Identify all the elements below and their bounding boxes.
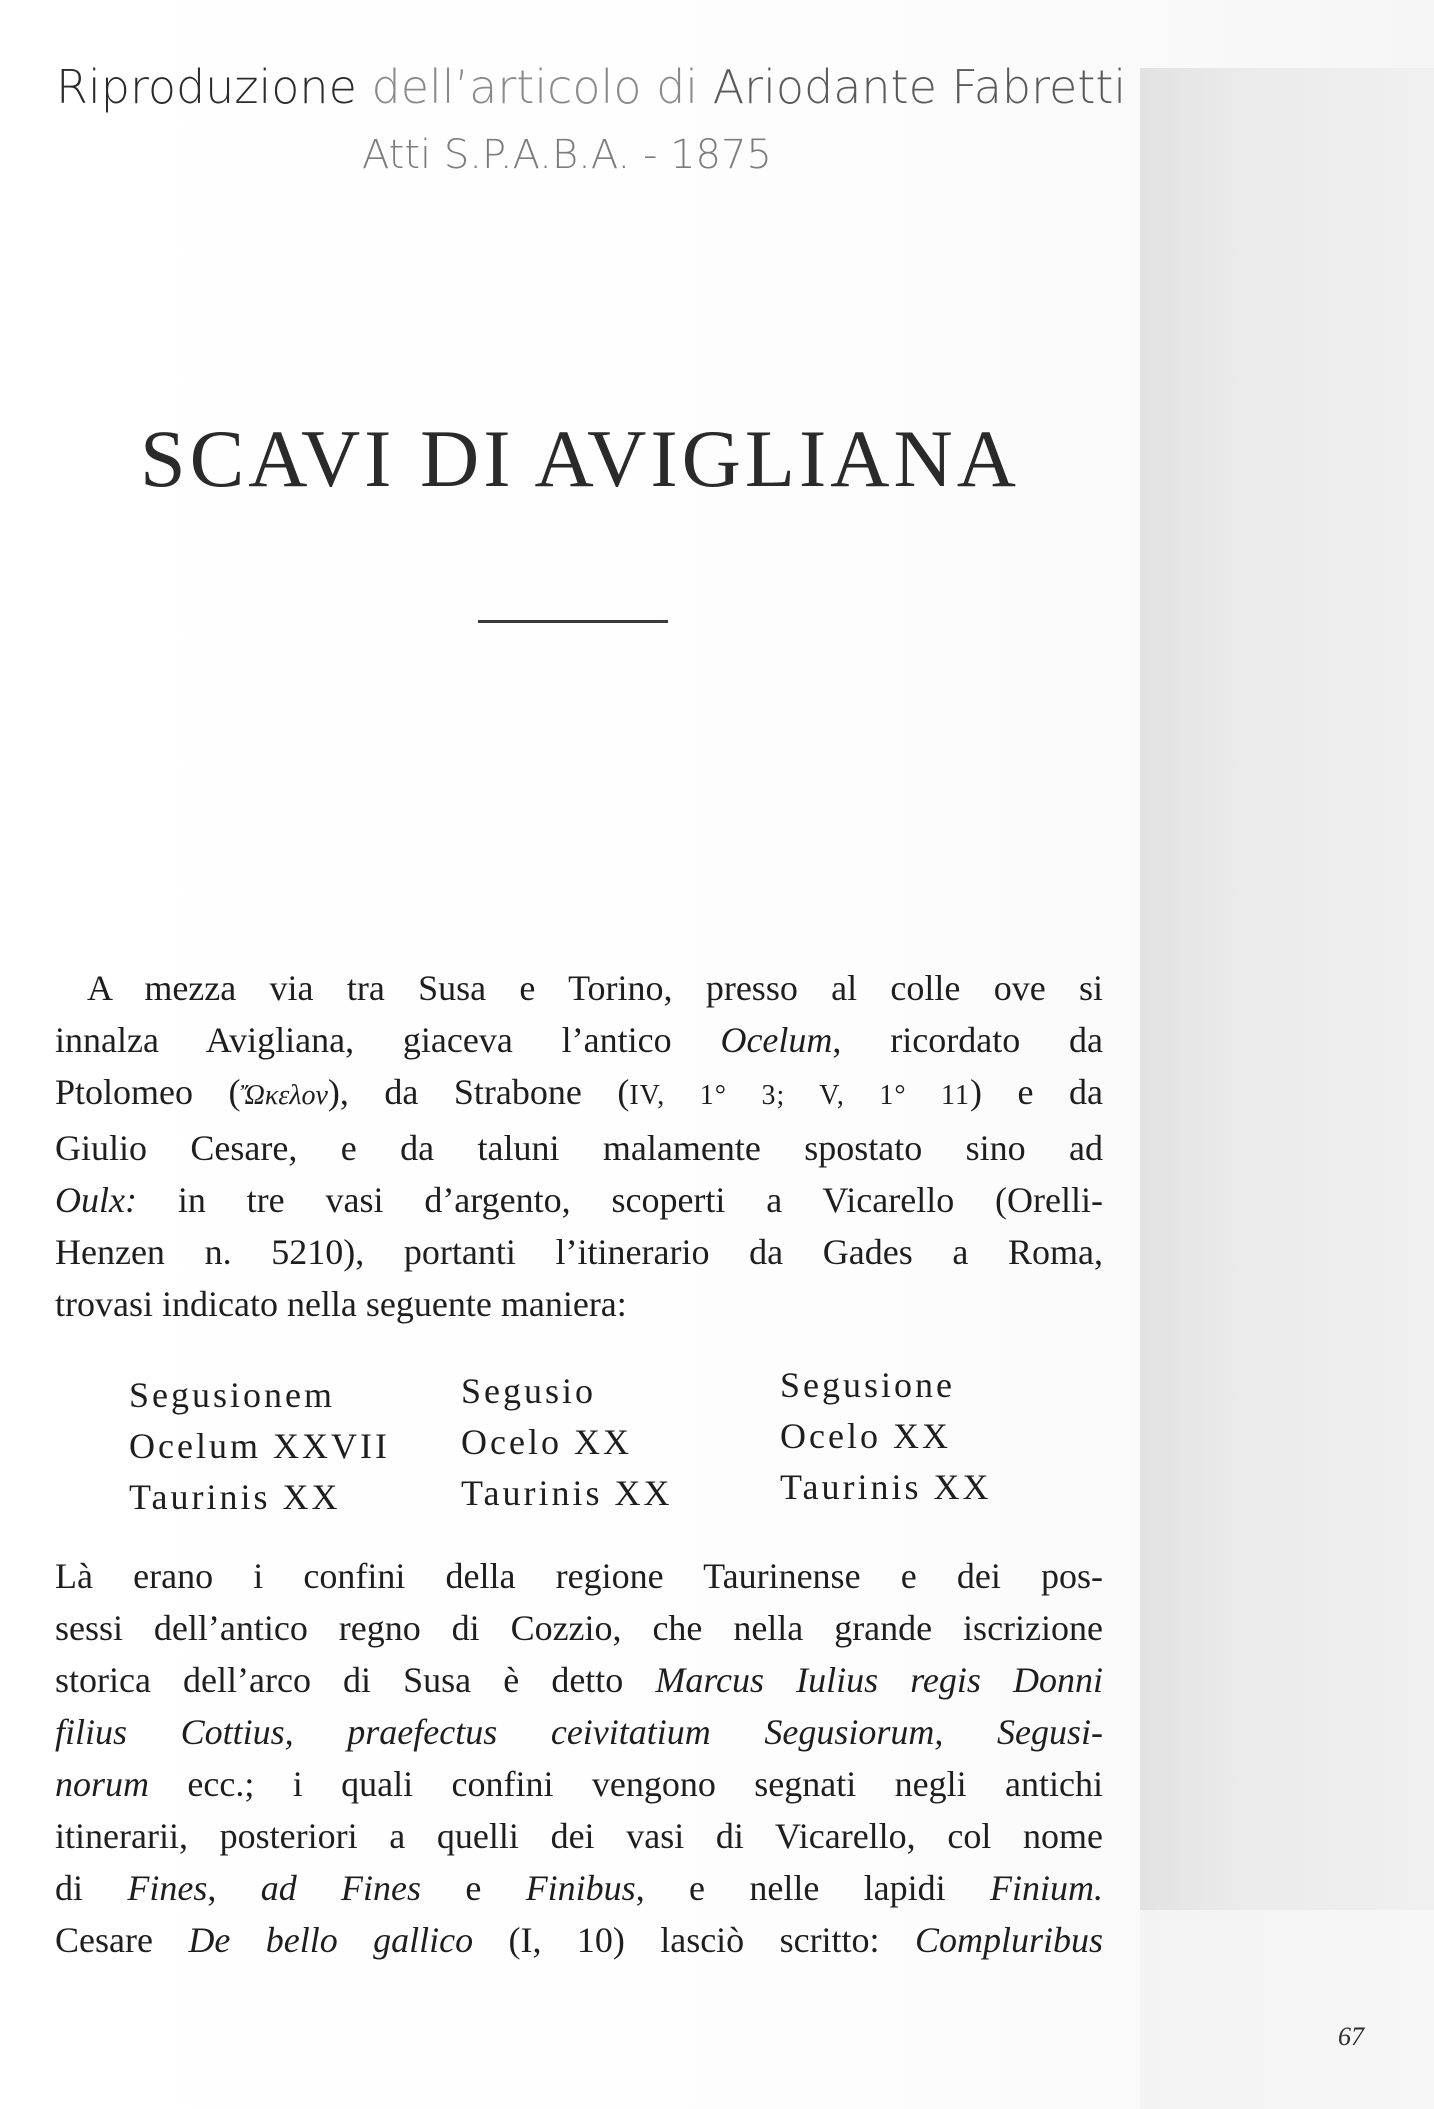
itinerary-entry: Segusio <box>461 1371 597 1411</box>
itinerary-entry: Ocelo XX <box>461 1422 632 1462</box>
page-shadow-band <box>1140 68 1434 1910</box>
itinerary-entry: Taurinis XX <box>129 1477 341 1517</box>
paragraph-2 <box>55 1550 1103 1966</box>
text-line: Oulx: in tre vasi d’argento, scoperti a Vicarello (Orelli- <box>55 1180 1103 1220</box>
itinerary-entry: Ocelum XXVII <box>129 1426 390 1466</box>
itinerary-table <box>125 1365 1085 1530</box>
itinerary-column <box>129 1370 390 1523</box>
text-line: itinerarii, posteriori a quelli dei vasi di Vicarello, col nome <box>55 1816 1103 1856</box>
text-line: Cesare De bello gallico (I, 10) lasciò scritto: Compluribus <box>55 1920 1103 1960</box>
itinerary-column <box>780 1360 991 1513</box>
page-title: SCAVI DI AVIGLIANA <box>140 413 1020 504</box>
itinerary-entry: Segusione <box>780 1365 955 1405</box>
text-line: Giulio Cesare, e da taluni malamente spostato sino ad <box>55 1128 1103 1168</box>
itinerary-column <box>461 1366 672 1519</box>
text-line: A mezza via tra Susa e Torino, presso al colle ove si <box>87 968 1103 1008</box>
text-line: Là erano i confini della regione Taurinense e dei pos- <box>55 1556 1103 1596</box>
text-line: di Fines, ad Fines e Finibus, e nelle lapidi Finium. <box>55 1868 1103 1908</box>
text-line: trovasi indicato nella seguente maniera: <box>55 1284 627 1324</box>
page-shadow-band-lower <box>1140 1910 1434 2109</box>
header-line-1 <box>56 60 1126 114</box>
header-text: dell’articolo di <box>371 60 713 114</box>
header-line-2: Atti S.P.A.B.A. - 1875 <box>362 132 772 178</box>
text-line: filius Cottius, praefectus ceivitatium Segusiorum, Segusi- <box>55 1712 1103 1752</box>
header-text: Riproduzione <box>56 60 372 114</box>
text-line: Henzen n. 5210), portanti l’itinerario da Gades a Roma, <box>55 1232 1103 1272</box>
text-line: sessi dell’antico regno di Cozzio, che nella grande iscrizione <box>55 1608 1103 1648</box>
text-line: innalza Avigliana, giaceva l’antico Ocelum, ricordato da <box>55 1020 1104 1060</box>
title-divider <box>478 620 668 623</box>
itinerary-entry: Ocelo XX <box>780 1416 951 1456</box>
text-line: norum ecc.; i quali confini vengono segnati negli antichi <box>55 1764 1103 1804</box>
text-line: storica dell’arco di Susa è detto Marcus Iulius regis Donni <box>55 1660 1103 1700</box>
itinerary-entry: Taurinis XX <box>780 1467 992 1507</box>
paragraph-1 <box>55 962 1103 1330</box>
text-line: Ptolomeo (Ὤκελον), da Strabone (IV, 1° 3; V, 1° 11) e da <box>55 1072 1103 1112</box>
page-number: 67 <box>1338 2022 1364 2051</box>
itinerary-entry: Taurinis XX <box>461 1473 673 1513</box>
header-text: Ariodante Fabretti <box>712 60 1127 114</box>
itinerary-entry: Segusionem <box>129 1375 335 1415</box>
